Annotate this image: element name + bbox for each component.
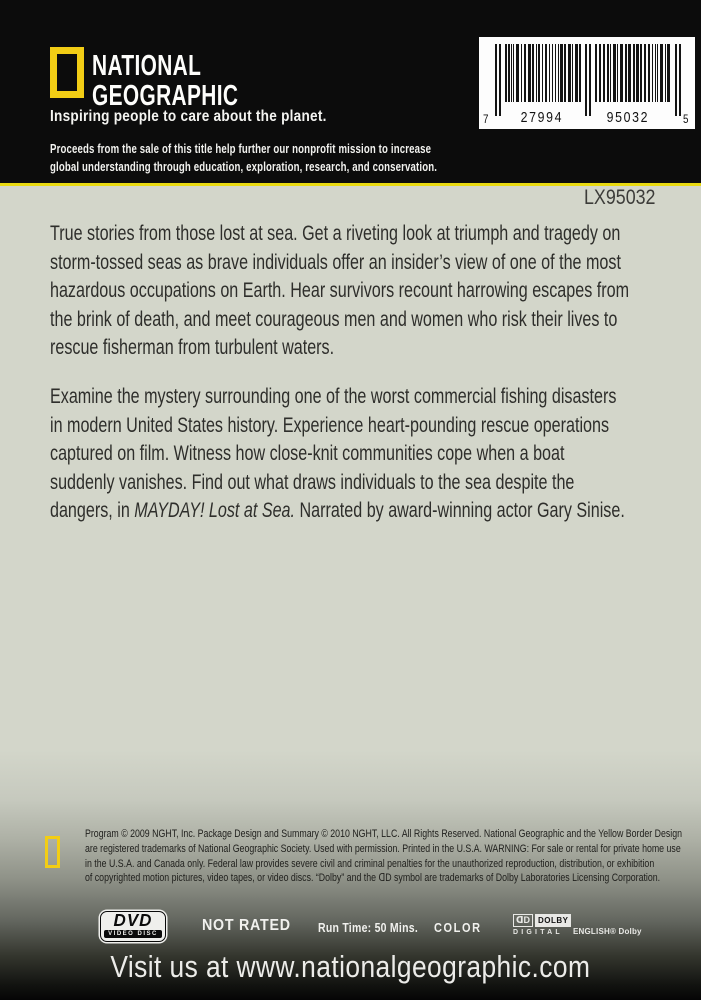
synopsis-paragraph-2 <box>50 382 625 525</box>
dolby-wordmark: DOLBY <box>535 914 572 927</box>
header-band <box>0 0 701 183</box>
dolby-language-text: ENGLISH® Dolby <box>573 927 642 936</box>
synopsis-line: hazardous occupations on Earth. Hear survivors recount harrowing escapes from <box>50 278 629 303</box>
dvd-logo-text: DVD <box>113 911 153 931</box>
program-title: MAYDAY! Lost at Sea. <box>134 498 295 523</box>
dvd-logo-subtext: VIDEO DISC <box>104 930 162 938</box>
footer-band <box>0 949 701 985</box>
runtime-label: Run Time: 50 Mins. <box>318 921 419 935</box>
synopsis-text: Narrated by award-winning actor Gary Sinise. <box>294 498 625 523</box>
proceeds-statement <box>50 140 437 175</box>
website-url: Visit us at www.nationalgeographic.com <box>110 949 591 984</box>
barcode-digit-right: 5 <box>683 112 691 126</box>
synopsis-line-with-title <box>50 496 625 525</box>
barcode-bars <box>485 44 689 116</box>
color-label: COLOR <box>434 921 482 935</box>
synopsis-line: rescue fisherman from turbulent waters. <box>50 335 335 360</box>
legal-fine-print <box>85 827 682 886</box>
yellow-border-logo-icon <box>50 47 84 98</box>
brand-line-1: NATIONAL <box>92 50 202 82</box>
brand-wordmark <box>92 51 238 111</box>
proceeds-line-2: global understanding through education, exploration, research, and conservation. <box>50 158 438 174</box>
synopsis-line: in modern United States history. Experience heart-pounding rescue operations <box>50 412 610 437</box>
synopsis-line: suddenly vanishes. Find out what draws individuals to the sea despite the <box>50 469 575 494</box>
proceeds-line-1: Proceeds from the sale of this title help further our nonprofit mission to increase <box>50 141 432 156</box>
synopsis-line: storm-tossed seas as brave individuals offer an insider’s view of one of the most <box>50 249 621 274</box>
legal-line: Program © 2009 NGHT, Inc. Package Design and Summary © 2010 NGHT, LLC. All Rights Reserved. National Geographic and the Yellow Border Design <box>85 828 682 840</box>
synopsis-text: dangers, in <box>50 498 135 523</box>
synopsis-line: the brink of death, and meet courageous men and women who risk their lives to <box>50 306 618 331</box>
synopsis-line: Examine the mystery surrounding one of the worst commercial fishing disasters <box>50 384 617 408</box>
barcode-digits <box>479 108 695 126</box>
catalog-number: LX95032 <box>584 186 656 209</box>
synopsis-line: True stories from those lost at sea. Get a riveting look at triumph and tragedy on <box>50 221 621 245</box>
brand-tagline: Inspiring people to care about the planet. <box>50 108 327 125</box>
dolby-double-d-icon: ᗡD <box>513 914 533 927</box>
dvd-video-logo-icon <box>100 911 166 942</box>
dolby-digital-text: DIGITAL <box>513 929 563 936</box>
legal-line: in the U.S.A. and Canada only. Federal law provides severe civil and criminal penalties for the unauthorized reproduction, distribution, or exhibition <box>85 857 655 870</box>
legal-line: of copyrighted motion pictures, video tapes, or video discs. “Dolby” and the ᗡD symbol are trademarks of Dolby Laboratories Licensing Corporation. <box>85 872 661 885</box>
upc-barcode <box>479 37 695 129</box>
dolby-digital-logo-icon <box>513 914 642 936</box>
synopsis-line: captured on film. Witness how close-knit communities cope when a boat <box>50 441 565 466</box>
synopsis-paragraph-1 <box>50 219 629 362</box>
barcode-digit-left: 7 <box>483 112 491 126</box>
yellow-border-logo-small-icon <box>45 836 60 868</box>
brand-line-2: GEOGRAPHIC <box>92 80 239 112</box>
barcode-digit-group1: 27994 <box>520 109 564 126</box>
barcode-digit-group2: 95032 <box>606 109 650 126</box>
legal-line: are registered trademarks of National Geographic Society. Used with permission. Printed in the U.S.A. WARNING: For sale or rental for private home use <box>85 842 681 855</box>
rating-label: NOT RATED <box>202 917 291 934</box>
